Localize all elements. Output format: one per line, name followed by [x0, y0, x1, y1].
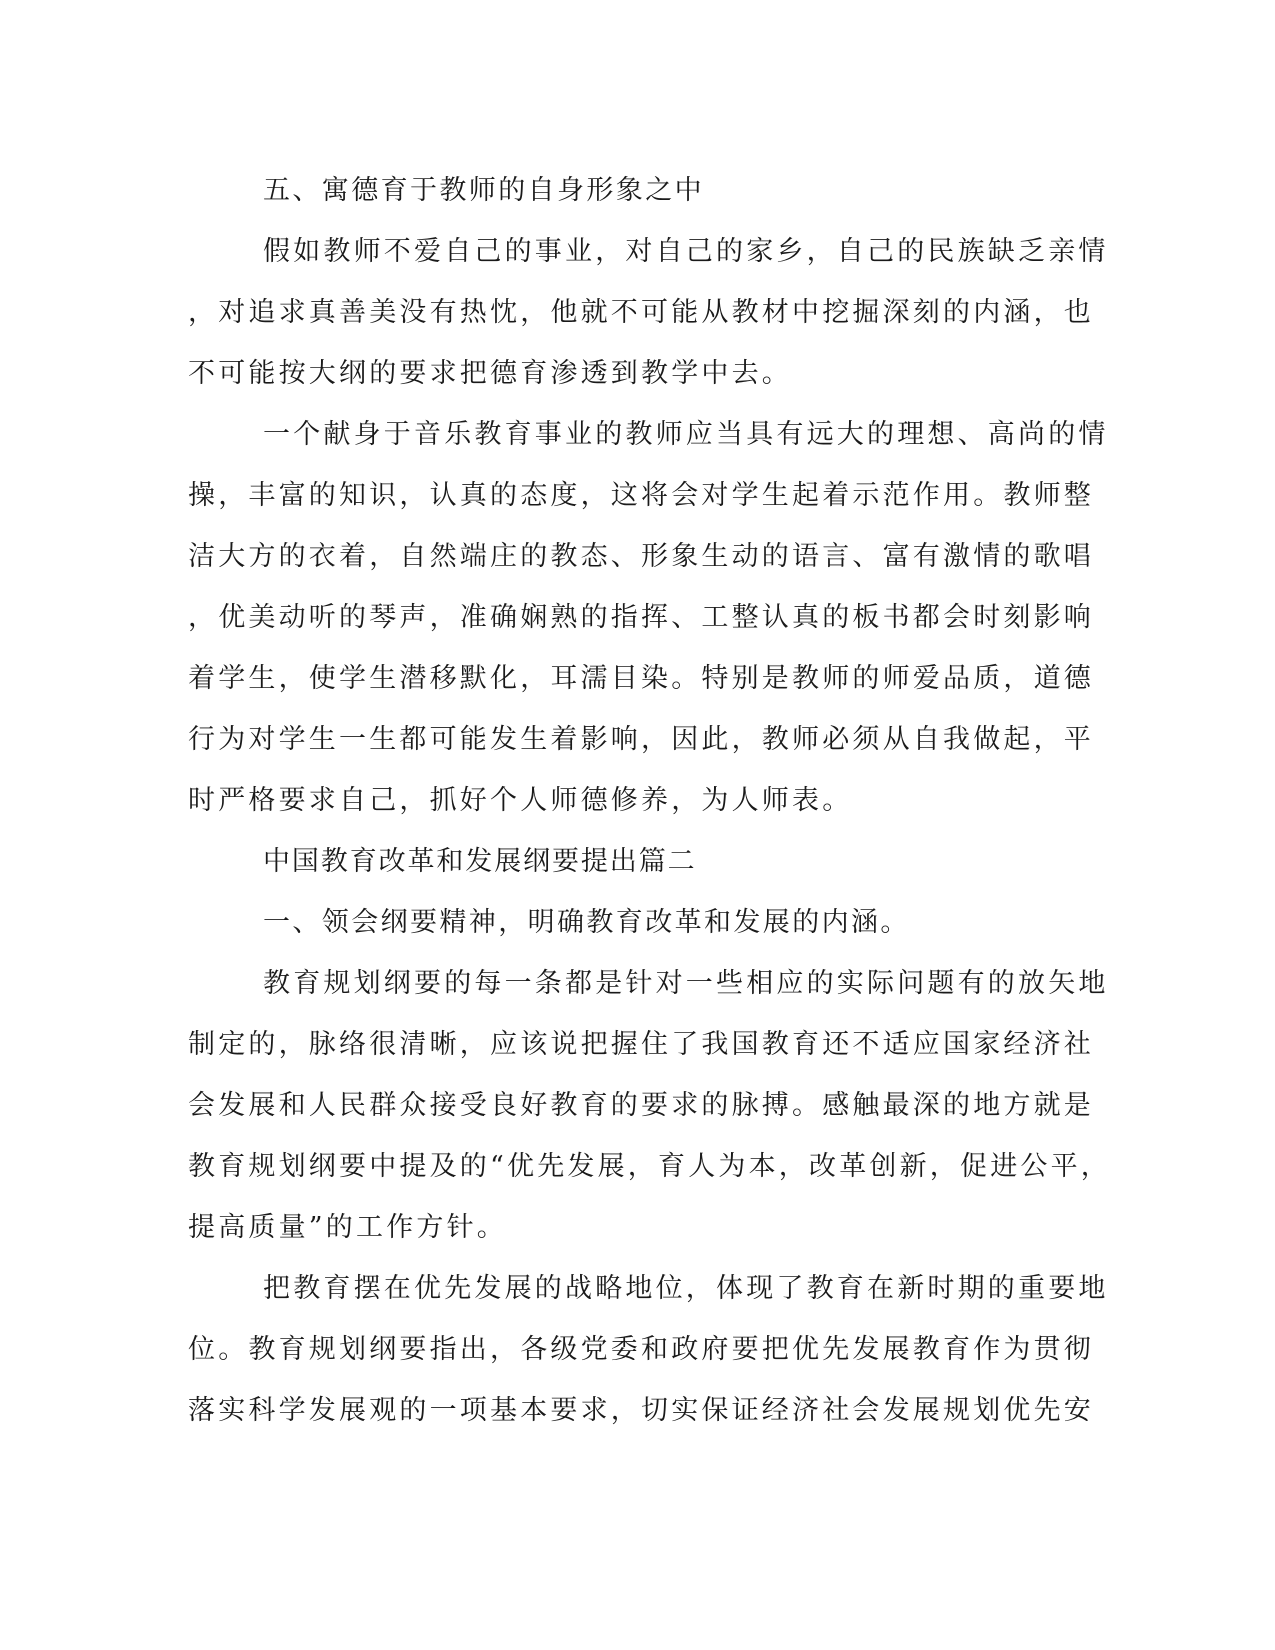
paragraph-line: 提高质量”的工作方针。	[188, 1212, 508, 1243]
paragraph	[188, 404, 1109, 831]
paragraph-line: 不可能按大纲的要求把德育渗透到教学中去。	[188, 358, 792, 389]
paragraph	[188, 221, 1109, 404]
paragraph	[188, 1258, 1109, 1441]
paragraph-line: 假如教师不爱自己的事业，对自己的家乡，自己的民族缺乏亲情	[263, 236, 1109, 267]
heading-text: 一、领会纲要精神，明确教育改革和发展的内涵。	[263, 907, 910, 938]
paragraph-line: 操，丰富的知识，认真的态度，这将会对学生起着示范作用。教师整	[188, 480, 1094, 511]
section-heading	[188, 160, 1078, 221]
paragraph-line: 洁大方的衣着，自然端庄的教态、形象生动的语言、富有激情的歌唱	[188, 541, 1094, 572]
paragraph-line: 时严格要求自己，抓好个人师德修养，为人师表。	[188, 785, 853, 816]
paragraph-line: 一个献身于音乐教育事业的教师应当具有远大的理想、高尚的情	[263, 419, 1109, 450]
paragraph	[188, 953, 1112, 1258]
paragraph-line: 行为对学生一生都可能发生着影响，因此，教师必须从自我做起，平	[188, 724, 1094, 755]
paragraph-line: ，优美动听的琴声，准确娴熟的指挥、工整认真的板书都会时刻影响	[188, 602, 1094, 633]
paragraph-line: 会发展和人民群众接受良好教育的要求的脉搏。感触最深的地方就是	[188, 1090, 1094, 1121]
paragraph-line: 教育规划纲要的每一条都是针对一些相应的实际问题有的放矢地	[263, 968, 1109, 999]
paragraph-line: 着学生，使学生潜移默化，耳濡目染。特别是教师的师爱品质，道德	[188, 663, 1094, 694]
paragraph-line: 教育规划纲要中提及的“优先发展，育人为本，改革创新，促进公平，	[188, 1151, 1112, 1182]
paragraph-line: 把教育摆在优先发展的战略地位，体现了教育在新时期的重要地	[263, 1273, 1109, 1304]
chapter-title	[188, 831, 1078, 892]
chapter-title-text: 中国教育改革和发展纲要提出篇二	[263, 846, 697, 877]
heading-text: 五、寓德育于教师的自身形象之中	[263, 175, 704, 206]
paragraph-line: ，对追求真善美没有热忱，他就不可能从教材中挖掘深刻的内涵，也	[188, 297, 1094, 328]
paragraph-line: 位。教育规划纲要指出，各级党委和政府要把优先发展教育作为贯彻	[188, 1334, 1094, 1365]
paragraph-line: 制定的，脉络很清晰，应该说把握住了我国教育还不适应国家经济社	[188, 1029, 1094, 1060]
section-heading	[188, 892, 1078, 953]
document-body	[188, 160, 1112, 1441]
paragraph-line: 落实科学发展观的一项基本要求，切实保证经济社会发展规划优先安	[188, 1395, 1094, 1426]
